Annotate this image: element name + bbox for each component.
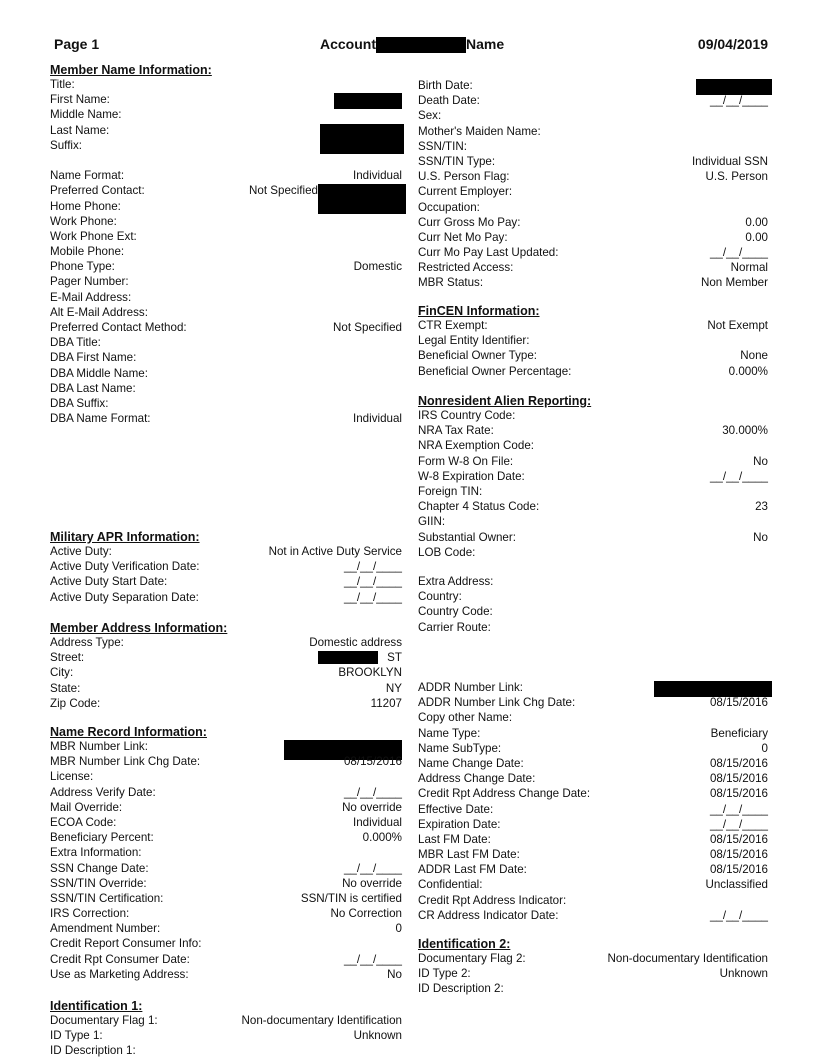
nra-heading: Nonresident Alien Reporting: [418, 394, 592, 408]
field-label: SSN/TIN Certification: [50, 891, 164, 905]
field-value: __/__/____ [343, 861, 402, 875]
field-value: 08/15/2016 [343, 755, 402, 769]
name-record-heading: Name Record Information: [50, 725, 207, 739]
field-row [50, 396, 402, 411]
field-value: Non Member [700, 276, 768, 290]
field-value: 08/15/2016 [709, 848, 768, 862]
field-label: Carrier Route: [418, 620, 491, 634]
field-value: __/__/____ [709, 469, 768, 483]
field-label: Documentary Flag 1: [50, 1014, 158, 1027]
field-value: __/__/____ [343, 952, 402, 966]
field-row [50, 123, 402, 138]
field-value: 08/15/2016 [709, 696, 768, 710]
field-row [418, 139, 768, 154]
field-row [50, 350, 402, 365]
field-row [50, 335, 402, 350]
field-label: Extra Information: [50, 846, 142, 860]
field-row [50, 891, 402, 906]
field-label: Mail Override: [50, 800, 123, 814]
field-label: Name Format: [50, 169, 125, 183]
title-name: Name [466, 36, 505, 52]
redacted-account-number [376, 37, 466, 53]
field-label: Pager Number: [50, 275, 129, 289]
field-row [50, 921, 402, 936]
field-row [50, 153, 402, 168]
field-label: Curr Gross Mo Pay: [418, 215, 521, 229]
field-value: Non-documentary Identification [607, 952, 768, 965]
field-value: __/__/____ [709, 802, 768, 816]
field-row [50, 214, 402, 229]
field-row [418, 275, 768, 290]
field-label: CTR Exempt: [418, 319, 488, 332]
nra-section [418, 394, 768, 560]
field-value: Non-documentary Identification [241, 1014, 402, 1027]
field-label: Amendment Number: [50, 922, 161, 936]
field-value: __/__/____ [343, 590, 402, 604]
field-label: MBR Status: [418, 276, 484, 290]
field-label: Confidential: [418, 878, 483, 892]
field-row [50, 830, 402, 845]
field-value: NY [385, 681, 402, 695]
field-label: Mother's Maiden Name: [418, 124, 541, 138]
field-row [418, 981, 768, 996]
field-label: ADDR Last FM Date: [418, 863, 527, 877]
field-value: __/__/____ [709, 817, 768, 831]
field-label: Suffix: [50, 138, 83, 152]
field-row [50, 574, 402, 589]
field-row [418, 786, 768, 801]
identification1-heading: Identification 1: [50, 999, 143, 1013]
field-value: Individual [353, 815, 402, 829]
field-label: Zip Code: [50, 696, 101, 710]
field-value: __/__/____ [709, 94, 768, 108]
field-label: Street: [50, 651, 85, 665]
field-label: Active Duty: [50, 545, 112, 558]
field-label: ADDR Number Link Chg Date: [418, 696, 576, 710]
field-row [418, 318, 768, 333]
field-row [418, 741, 768, 756]
field-value: Unknown [719, 967, 768, 981]
field-row [418, 951, 768, 966]
field-label: Beneficiary Percent: [50, 831, 154, 845]
field-label: Legal Entity Identifier: [418, 334, 530, 348]
field-label: Copy other Name: [418, 711, 513, 725]
field-label: Form W-8 On File: [418, 454, 514, 468]
field-row [50, 290, 402, 305]
field-label: Curr Net Mo Pay: [418, 230, 508, 244]
field-label: IRS Country Code: [418, 409, 516, 422]
field-value: 23 [755, 500, 768, 514]
field-label: Expiration Date: [418, 817, 501, 831]
field-value: 0.000% [362, 831, 402, 845]
field-row [50, 754, 402, 769]
field-value: __/__/____ [709, 246, 768, 260]
field-value: 08/15/2016 [709, 787, 768, 801]
field-row [418, 862, 768, 877]
field-row [418, 333, 768, 348]
field-value: 30.000% [722, 424, 768, 438]
field-label: Birth Date: [418, 79, 473, 92]
field-value: 0 [761, 741, 768, 755]
field-label: Substantial Owner: [418, 530, 516, 544]
field-row [50, 590, 402, 605]
field-row [418, 893, 768, 908]
field-value: Individual SSN [691, 154, 768, 168]
field-row [50, 952, 402, 967]
field-value: No Correction [330, 907, 402, 921]
field-row [418, 184, 768, 199]
field-label: Death Date: [418, 94, 480, 108]
field-value: Unknown [353, 1029, 402, 1043]
field-row [50, 259, 402, 274]
field-label: ID Description 2: [418, 982, 504, 996]
field-label: SSN/TIN Type: [418, 154, 496, 168]
field-label: DBA First Name: [50, 351, 137, 365]
field-label: Foreign TIN: [418, 484, 483, 498]
field-row [418, 260, 768, 275]
field-row [418, 680, 768, 695]
field-row [418, 756, 768, 771]
field-row [50, 77, 402, 92]
field-row [418, 78, 768, 93]
report-date: 09/04/2019 [697, 36, 768, 52]
field-value: 08/15/2016 [709, 772, 768, 786]
field-row [418, 908, 768, 923]
field-row [418, 771, 768, 786]
field-label: Name Type: [418, 726, 481, 740]
field-value: 11207 [370, 696, 402, 710]
field-row [418, 245, 768, 260]
field-row [50, 1043, 402, 1058]
field-row [50, 92, 402, 107]
field-row [50, 906, 402, 921]
field-label: GIIN: [418, 515, 446, 529]
field-value: 0.000% [728, 364, 768, 378]
field-label: Address Type: [50, 636, 124, 649]
field-label: Preferred Contact Method: [50, 321, 187, 334]
field-row [418, 215, 768, 230]
field-label: DBA Middle Name: [50, 366, 148, 380]
field-row [418, 484, 768, 499]
report-title [320, 36, 504, 53]
page-number: Page 1 [54, 36, 100, 52]
field-label: Credit Report Consumer Info: [50, 937, 202, 951]
field-value: Individual [353, 412, 402, 426]
field-row [50, 739, 402, 754]
field-row [418, 966, 768, 981]
field-row [418, 832, 768, 847]
field-row [418, 200, 768, 215]
field-row [418, 726, 768, 741]
field-value: Domestic address [309, 636, 402, 649]
field-value: Individual [353, 169, 402, 183]
military-heading: Military APR Information: [50, 530, 200, 544]
field-value: 0.00 [745, 230, 768, 244]
field-row [50, 665, 402, 680]
field-row [50, 800, 402, 815]
field-value: Beneficiary [710, 726, 768, 740]
field-label: Beneficial Owner Type: [418, 349, 538, 363]
field-value: No [387, 967, 402, 981]
field-row [50, 320, 402, 335]
field-row [50, 967, 402, 982]
field-label: Restricted Access: [418, 261, 514, 275]
field-value: None [740, 349, 768, 363]
field-label: Country: [418, 590, 462, 604]
field-row [418, 423, 768, 438]
field-row [50, 244, 402, 259]
fincen-heading: FinCEN Information: [418, 304, 540, 318]
field-label: MBR Last FM Date: [418, 848, 520, 862]
address-section [50, 621, 402, 711]
field-value: Domestic [353, 260, 402, 274]
field-value: ST [387, 651, 402, 665]
field-row [418, 108, 768, 123]
right-column [418, 78, 768, 998]
field-row [418, 589, 768, 604]
field-row [50, 650, 402, 665]
field-label: Credit Rpt Consumer Date: [50, 952, 190, 966]
field-label: State: [50, 681, 81, 695]
field-label: Credit Rpt Address Indicator: [418, 893, 567, 907]
addr-record-section [418, 680, 768, 923]
field-row [418, 454, 768, 469]
field-value: Normal [730, 261, 768, 275]
field-label: Address Change Date: [418, 772, 536, 786]
field-row [418, 469, 768, 484]
field-value: 08/15/2016 [709, 832, 768, 846]
field-row [418, 514, 768, 529]
field-row [50, 366, 402, 381]
field-value: SSN/TIN is certified [300, 891, 402, 905]
field-row [50, 381, 402, 396]
field-row [418, 499, 768, 514]
field-label: SSN/TIN: [418, 139, 467, 153]
field-value: Not in Active Duty Service [268, 545, 402, 558]
field-label: ECOA Code: [50, 815, 117, 829]
field-label: Active Duty Separation Date: [50, 590, 199, 604]
field-label: Last Name: [50, 123, 110, 137]
redacted-value [318, 651, 378, 664]
field-label: Country Code: [418, 605, 493, 619]
field-label: NRA Tax Rate: [418, 424, 494, 438]
field-value: No override [342, 876, 402, 890]
field-row [50, 696, 402, 711]
identification2-heading: Identification 2: [418, 937, 511, 951]
field-row [418, 877, 768, 892]
field-label: SSN/TIN Override: [50, 876, 147, 890]
name-record-section [50, 725, 402, 982]
field-row [50, 168, 402, 183]
field-label: Occupation: [418, 200, 480, 214]
field-label: Sex: [418, 109, 442, 123]
field-label: Chapter 4 Status Code: [418, 500, 540, 514]
field-row [418, 230, 768, 245]
member-name-section [50, 63, 402, 426]
field-row [418, 408, 768, 423]
field-label: Credit Rpt Address Change Date: [418, 787, 591, 801]
fincen-section [418, 304, 768, 379]
field-value: Not Specified [333, 321, 402, 334]
field-row [418, 802, 768, 817]
field-label: Beneficial Owner Percentage: [418, 364, 572, 378]
field-label: DBA Last Name: [50, 381, 136, 395]
field-value: __/__/____ [343, 575, 402, 589]
field-label: DBA Title: [50, 336, 101, 350]
field-row [418, 817, 768, 832]
field-label: ID Type 2: [418, 967, 471, 981]
field-label: Address Verify Date: [50, 785, 156, 799]
field-label: Mobile Phone: [50, 245, 125, 259]
field-label: Middle Name: [50, 108, 122, 122]
field-label: City: [50, 666, 74, 680]
field-value: 08/15/2016 [709, 756, 768, 770]
field-label: MBR Number Link Chg Date: [50, 755, 201, 769]
field-row [50, 1013, 402, 1028]
left-column [50, 63, 402, 1058]
field-value: __/__/____ [709, 908, 768, 922]
field-row [50, 199, 402, 214]
field-value: __/__/____ [343, 560, 402, 574]
field-row [50, 769, 402, 784]
field-label: Use as Marketing Address: [50, 967, 189, 981]
field-label: Name SubType: [418, 741, 502, 755]
field-row [418, 604, 768, 619]
field-row [50, 229, 402, 244]
field-label: U.S. Person Flag: [418, 170, 510, 184]
field-row [50, 559, 402, 574]
field-value: U.S. Person [705, 170, 768, 184]
field-label: Last FM Date: [418, 832, 491, 846]
field-row [50, 274, 402, 289]
field-label: CR Address Indicator Date: [418, 908, 559, 922]
field-label: ADDR Number Link: [418, 681, 524, 694]
field-label: Documentary Flag 2: [418, 952, 526, 965]
field-row [418, 620, 768, 635]
field-row [418, 348, 768, 363]
field-label: Home Phone: [50, 199, 121, 213]
field-label: Active Duty Verification Date: [50, 560, 200, 574]
field-row [50, 785, 402, 800]
field-row [50, 635, 402, 650]
field-label: LOB Code: [418, 545, 476, 559]
field-row [50, 1028, 402, 1043]
field-row [50, 138, 402, 153]
field-value: 08/15/2016 [709, 863, 768, 877]
field-value: Unclassified [705, 878, 768, 892]
title-account: Account [320, 36, 376, 52]
field-row [50, 411, 402, 426]
field-label: IRS Correction: [50, 907, 130, 921]
military-section [50, 530, 402, 605]
field-label: License: [50, 770, 94, 784]
field-label: Preferred Contact: [50, 184, 145, 198]
identification-1-section [50, 999, 402, 1059]
field-label: Work Phone: [50, 214, 117, 228]
field-label: NRA Exemption Code: [418, 439, 534, 453]
field-label: DBA Name Format: [50, 412, 151, 426]
field-row [418, 530, 768, 545]
field-label: First Name: [50, 93, 110, 107]
field-row [50, 107, 402, 122]
field-label: Title: [50, 78, 75, 91]
field-value: Not Exempt [707, 319, 768, 332]
field-label: Extra Address: [418, 575, 494, 588]
field-value: No [753, 530, 768, 544]
field-label: W-8 Expiration Date: [418, 469, 525, 483]
field-row [50, 861, 402, 876]
identification-2-section [418, 937, 768, 997]
field-row [418, 710, 768, 725]
field-row [50, 815, 402, 830]
field-label: Current Employer: [418, 185, 513, 199]
personal-section [418, 78, 768, 291]
address-heading: Member Address Information: [50, 621, 228, 635]
field-row [50, 183, 402, 198]
field-label: DBA Suffix: [50, 396, 109, 410]
field-row [418, 93, 768, 108]
field-label: Effective Date: [418, 802, 494, 816]
field-value: No [753, 454, 768, 468]
extra-address-section [418, 574, 768, 635]
field-value: __/__/____ [343, 785, 402, 799]
field-value: BROOKLYN [338, 666, 402, 680]
field-label: E-Mail Address: [50, 290, 132, 304]
field-row [418, 124, 768, 139]
field-label: ID Type 1: [50, 1029, 103, 1043]
field-row [418, 364, 768, 379]
field-row [418, 154, 768, 169]
field-row [418, 847, 768, 862]
field-label: Active Duty Start Date: [50, 575, 168, 589]
field-label: SSN Change Date: [50, 861, 149, 875]
field-value: 0.00 [745, 215, 768, 229]
field-row [418, 545, 768, 560]
field-label: MBR Number Link: [50, 740, 148, 753]
field-label: Work Phone Ext: [50, 229, 137, 243]
field-label: Alt E-Mail Address: [50, 305, 148, 319]
field-value: No override [342, 800, 402, 814]
field-row [50, 936, 402, 951]
field-row [50, 845, 402, 860]
member-name-heading: Member Name Information: [50, 63, 212, 77]
field-value: 0 [395, 922, 402, 936]
field-row [50, 876, 402, 891]
field-value: Not Specified [249, 184, 318, 198]
field-row [418, 695, 768, 710]
field-label: ID Description 1: [50, 1044, 136, 1058]
field-row [50, 544, 402, 559]
field-label: Curr Mo Pay Last Updated: [418, 246, 559, 260]
field-row [418, 169, 768, 184]
field-label: Name Change Date: [418, 756, 524, 770]
field-row [50, 305, 402, 320]
field-row [50, 681, 402, 696]
field-row [418, 438, 768, 453]
field-row [418, 574, 768, 589]
field-label: Phone Type: [50, 260, 115, 274]
